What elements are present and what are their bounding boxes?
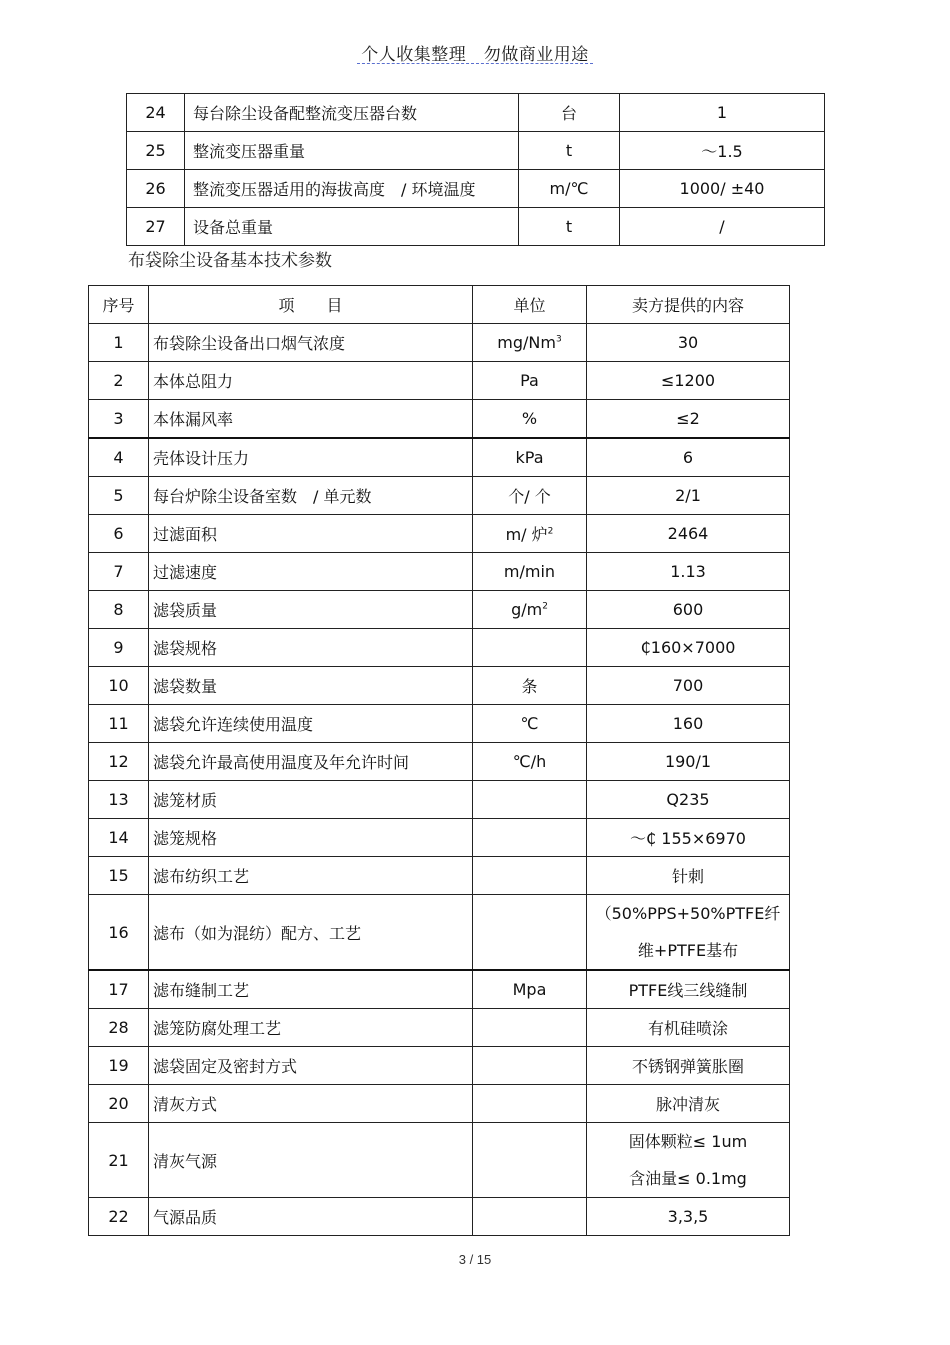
page-header: 个人收集整理 勿做商业用途 — [361, 45, 589, 65]
row-item: 滤笼规格 — [149, 819, 473, 857]
value-line-1: 固体颗粒≤ 1um — [628, 1132, 748, 1151]
row-item: 滤袋允许最高使用温度及年允许时间 — [149, 743, 473, 781]
row-unit — [473, 591, 587, 629]
row-unit: m/℃ — [519, 170, 620, 208]
row-unit: t — [519, 208, 620, 246]
row-no: 7 — [89, 553, 149, 591]
row-no: 28 — [89, 1009, 149, 1047]
row-value: 1.13 — [587, 553, 790, 591]
row-value — [587, 895, 790, 971]
row-value: ≤1200 — [587, 362, 790, 400]
row-item: 清灰气源 — [149, 1123, 473, 1198]
row-unit — [473, 553, 587, 591]
row-unit — [473, 743, 587, 781]
row-no: 22 — [89, 1198, 149, 1236]
row-unit: t — [519, 132, 620, 170]
table-row — [89, 895, 790, 971]
header-no: 序号 — [89, 286, 149, 324]
row-value: 脉冲清灰 — [587, 1085, 790, 1123]
row-unit — [473, 1009, 587, 1047]
table-row — [127, 132, 825, 170]
row-unit — [473, 400, 587, 439]
row-no: 27 — [127, 208, 185, 246]
row-value: PTFE线三线缝制 — [587, 970, 790, 1009]
row-unit — [473, 781, 587, 819]
table-row — [89, 1047, 790, 1085]
row-item: 过滤面积 — [149, 515, 473, 553]
page-number: 3 / 15 — [458, 1252, 492, 1267]
header-underline — [357, 63, 593, 64]
row-no: 19 — [89, 1047, 149, 1085]
header-value: 卖方提供的内容 — [587, 286, 790, 324]
table-caption: 布袋除尘设备基本技术参数 — [128, 251, 332, 271]
table-row — [89, 743, 790, 781]
row-item: 滤布缝制工艺 — [149, 970, 473, 1009]
row-unit — [473, 667, 587, 705]
unit-text: m/min — [503, 562, 556, 581]
row-item: 壳体设计压力 — [149, 438, 473, 477]
row-no: 21 — [89, 1123, 149, 1198]
row-no: 13 — [89, 781, 149, 819]
row-unit — [473, 477, 587, 515]
unit-superscript: 2 — [542, 601, 548, 612]
row-value: ≤2 — [587, 400, 790, 439]
unit-text: m/ 炉 — [505, 525, 548, 544]
table-row — [89, 438, 790, 477]
table-row — [127, 170, 825, 208]
row-value: 6 — [587, 438, 790, 477]
row-item: 过滤速度 — [149, 553, 473, 591]
row-unit — [473, 1123, 587, 1198]
row-no: 10 — [89, 667, 149, 705]
row-item: 滤袋质量 — [149, 591, 473, 629]
table-row — [89, 1085, 790, 1123]
row-unit — [473, 895, 587, 971]
row-item: 滤袋允许连续使用温度 — [149, 705, 473, 743]
row-item: 本体总阻力 — [149, 362, 473, 400]
row-no: 26 — [127, 170, 185, 208]
row-no: 12 — [89, 743, 149, 781]
table-row — [89, 324, 790, 362]
unit-superscript: 3 — [555, 334, 562, 345]
unit-superscript: 2 — [547, 526, 554, 537]
row-unit: 台 — [519, 94, 620, 132]
row-unit — [473, 1047, 587, 1085]
row-unit — [473, 362, 587, 400]
row-item: 滤布纺织工艺 — [149, 857, 473, 895]
row-item: 滤袋数量 — [149, 667, 473, 705]
header-item: 项 目 — [149, 286, 473, 324]
row-unit — [473, 515, 587, 553]
table-row — [89, 629, 790, 667]
row-no: 8 — [89, 591, 149, 629]
row-value — [587, 1123, 790, 1198]
row-value: ～1.5 — [620, 132, 825, 170]
row-no: 17 — [89, 970, 149, 1009]
row-unit — [473, 819, 587, 857]
row-value: 有机硅喷涂 — [587, 1009, 790, 1047]
row-value: 1 — [620, 94, 825, 132]
table-header-row — [89, 286, 790, 324]
row-no: 11 — [89, 705, 149, 743]
row-item: 滤笼材质 — [149, 781, 473, 819]
row-no: 15 — [89, 857, 149, 895]
row-item: 滤袋规格 — [149, 629, 473, 667]
row-no: 4 — [89, 438, 149, 477]
row-unit — [473, 438, 587, 477]
row-value: / — [620, 208, 825, 246]
row-value: 600 — [587, 591, 790, 629]
table-baghouse-params — [88, 285, 790, 1236]
table-row — [89, 1009, 790, 1047]
row-value: 700 — [587, 667, 790, 705]
row-value: ₵160×7000 — [587, 629, 790, 667]
unit-text: Pa — [520, 371, 539, 390]
row-item: 设备总重量 — [185, 208, 519, 246]
table-row — [89, 591, 790, 629]
row-item: 滤袋固定及密封方式 — [149, 1047, 473, 1085]
table-row — [89, 667, 790, 705]
row-no: 1 — [89, 324, 149, 362]
row-value: 2/1 — [587, 477, 790, 515]
unit-text: ℃ — [520, 714, 539, 733]
table-row — [89, 970, 790, 1009]
row-unit — [473, 1085, 587, 1123]
row-value: 190/1 — [587, 743, 790, 781]
table-row — [89, 553, 790, 591]
unit-text: g/m — [511, 600, 543, 619]
row-item: 滤布（如为混纺）配方、工艺 — [149, 895, 473, 971]
row-value: 不锈钢弹簧胀圈 — [587, 1047, 790, 1085]
table-transformer-params — [126, 93, 825, 246]
row-item: 清灰方式 — [149, 1085, 473, 1123]
row-no: 5 — [89, 477, 149, 515]
row-item: 整流变压器适用的海拔高度 / 环境温度 — [185, 170, 519, 208]
unit-text: mg/Nm — [497, 333, 556, 352]
row-unit — [473, 857, 587, 895]
row-unit — [473, 970, 587, 1009]
table-row — [89, 781, 790, 819]
row-no: 6 — [89, 515, 149, 553]
row-no: 24 — [127, 94, 185, 132]
header-unit: 单位 — [473, 286, 587, 324]
row-unit — [473, 1198, 587, 1236]
row-unit — [473, 629, 587, 667]
row-no: 2 — [89, 362, 149, 400]
table-row — [89, 400, 790, 439]
unit-text: Mpa — [512, 980, 547, 999]
row-value: 30 — [587, 324, 790, 362]
row-no: 9 — [89, 629, 149, 667]
row-no: 25 — [127, 132, 185, 170]
unit-text: kPa — [515, 448, 544, 467]
row-value: 160 — [587, 705, 790, 743]
value-line-2: 维+PTFE基布 — [637, 941, 739, 960]
row-item: 整流变压器重量 — [185, 132, 519, 170]
table-row — [89, 477, 790, 515]
table-row — [89, 1198, 790, 1236]
row-value: 3,3,5 — [587, 1198, 790, 1236]
table-row — [127, 94, 825, 132]
row-unit — [473, 705, 587, 743]
table-row — [89, 819, 790, 857]
table-row — [89, 705, 790, 743]
row-item: 滤笼防腐处理工艺 — [149, 1009, 473, 1047]
row-item: 本体漏风率 — [149, 400, 473, 439]
unit-text: 个/ 个 — [508, 487, 551, 506]
unit-text: ℃/h — [512, 752, 547, 771]
row-item: 每台除尘设备配整流变压器台数 — [185, 94, 519, 132]
value-line-2: 含油量≤ 0.1mg — [629, 1169, 747, 1188]
row-no: 3 — [89, 400, 149, 439]
row-value: ～₵ 155×6970 — [587, 819, 790, 857]
row-item: 每台炉除尘设备室数 / 单元数 — [149, 477, 473, 515]
unit-text: % — [521, 409, 538, 428]
row-no: 16 — [89, 895, 149, 971]
unit-text: 条 — [521, 677, 538, 696]
table-row — [89, 857, 790, 895]
table-row — [127, 208, 825, 246]
table-row — [89, 515, 790, 553]
row-value: Q235 — [587, 781, 790, 819]
row-value: 1000/ ±40 — [620, 170, 825, 208]
row-no: 14 — [89, 819, 149, 857]
value-line-1: （50%PPS+50%PTFE纤 — [595, 904, 781, 923]
table-row — [89, 1123, 790, 1198]
row-item: 布袋除尘设备出口烟气浓度 — [149, 324, 473, 362]
table-row — [89, 362, 790, 400]
row-unit — [473, 324, 587, 362]
row-value: 针刺 — [587, 857, 790, 895]
row-item: 气源品质 — [149, 1198, 473, 1236]
row-value: 2464 — [587, 515, 790, 553]
row-no: 20 — [89, 1085, 149, 1123]
